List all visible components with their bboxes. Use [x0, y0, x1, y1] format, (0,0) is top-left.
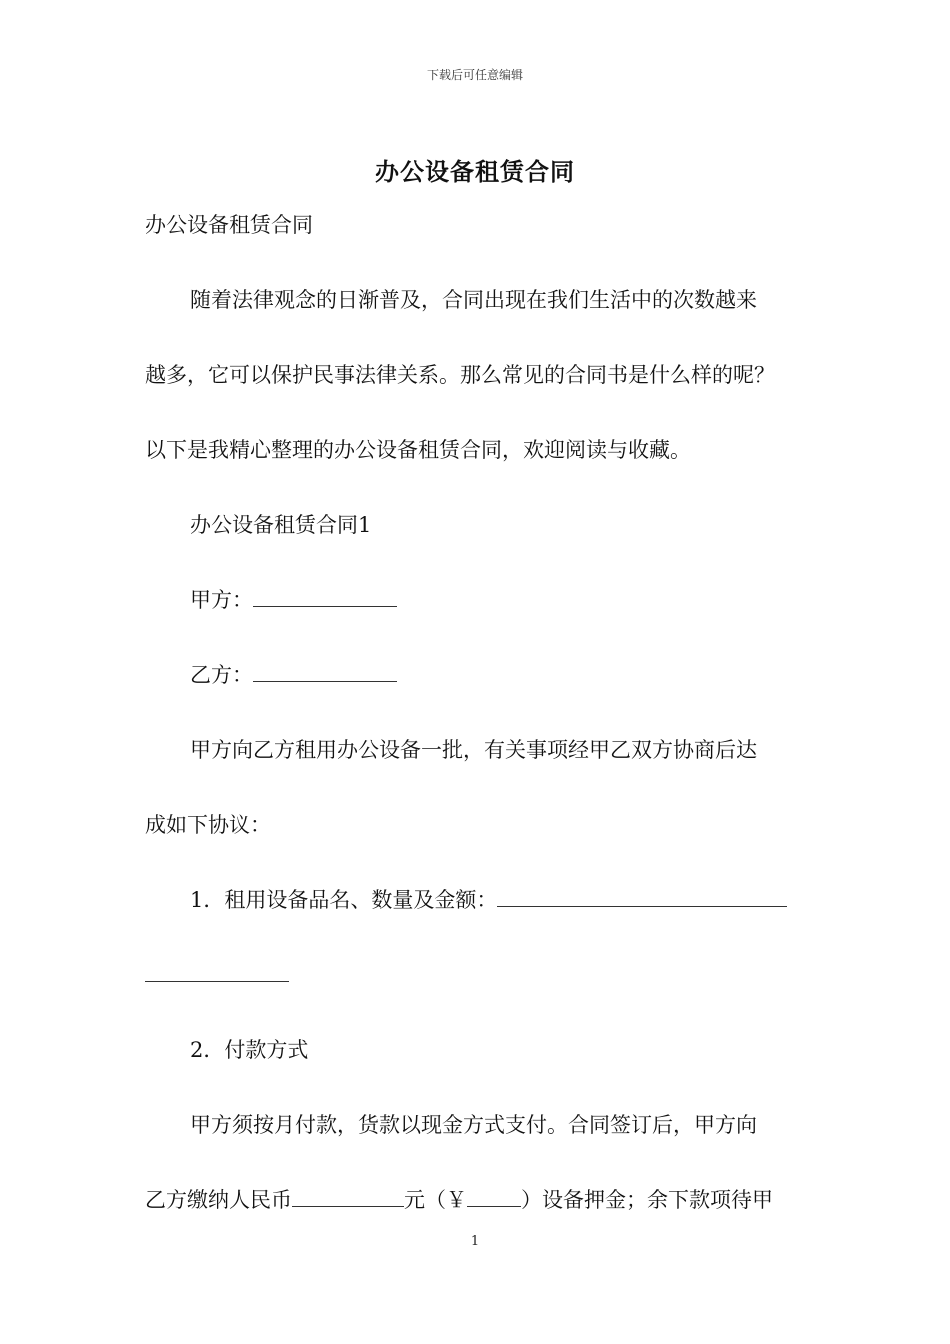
payment-line-1: 甲方须按月付款，货款以现金方式支付。合同签订后，甲方向 — [190, 1113, 757, 1137]
party-b-label: 乙方： — [190, 663, 253, 687]
item1-label: 1．租用设备品名、数量及金额： — [190, 888, 498, 912]
intro-line-3: 以下是我精心整理的办公设备租赁合同，欢迎阅读与收藏。 — [145, 438, 691, 462]
item2-label: 2．付款方式 — [190, 1038, 309, 1062]
payment-line-2-part-2: 元（￥ — [404, 1188, 467, 1212]
intro-line-2: 越多，它可以保护民事法律关系。那么常见的合同书是什么样的呢？ — [145, 363, 775, 387]
party-a-row — [190, 585, 860, 615]
item1-row — [190, 885, 860, 915]
party-b-row — [190, 660, 860, 690]
party-a-blank — [253, 586, 397, 607]
deposit-yuan-blank — [467, 1186, 521, 1207]
item1-blank — [497, 886, 787, 907]
deposit-amount-blank — [292, 1186, 404, 1207]
document-title: 办公设备租赁合同 — [375, 157, 575, 186]
header-note: 下载后可任意编辑 — [426, 68, 523, 82]
payment-line-2-part-3: ）设备押金；余下款项待甲 — [521, 1188, 773, 1212]
page-number: 1 — [470, 1234, 480, 1249]
document-subtitle: 办公设备租赁合同 — [145, 213, 313, 237]
party-a-label: 甲方： — [190, 588, 253, 612]
contract-heading: 办公设备租赁合同1 — [190, 513, 372, 537]
agreement-line-1: 甲方向乙方租用办公设备一批，有关事项经甲乙双方协商后达 — [190, 738, 757, 762]
payment-line-2-part-1: 乙方缴纳人民币 — [145, 1188, 292, 1212]
item1-blank-continued — [145, 961, 289, 982]
intro-line-1: 随着法律观念的日渐普及，合同出现在我们生活中的次数越来 — [190, 288, 757, 312]
party-b-blank — [253, 661, 397, 682]
payment-line-2 — [145, 1185, 815, 1215]
agreement-line-2: 成如下协议： — [145, 813, 271, 837]
item1-continuation-row — [145, 960, 815, 990]
